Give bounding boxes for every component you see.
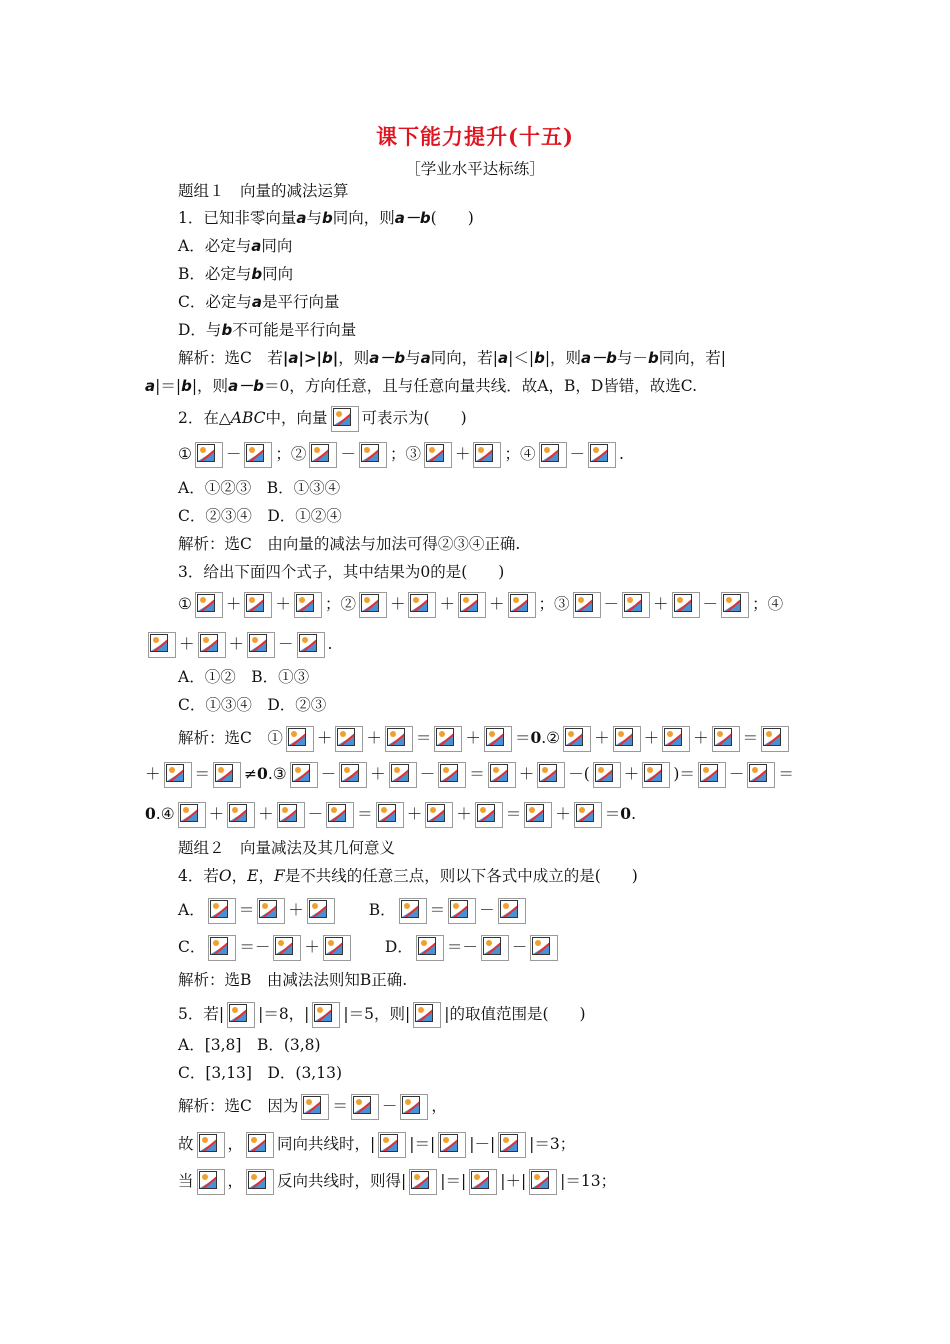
broken-image-icon	[301, 1094, 329, 1120]
q3-stem: 3．给出下面四个式子，其中结果为0的是( )	[178, 563, 505, 581]
broken-image-icon	[530, 935, 558, 961]
q1-option-a: A．必定与a同向	[178, 237, 293, 255]
broken-image-icon	[331, 406, 359, 432]
broken-image-icon	[213, 762, 241, 788]
q5-stem: 5．若| |＝8，| |＝5，则| |的取值范围是( )	[178, 1002, 586, 1028]
q5-options-cd: C．[3,13] D．(3,13)	[178, 1064, 342, 1082]
broken-image-icon	[195, 592, 223, 618]
group2-heading: 题组２ 向量减法及其几何意义	[178, 839, 396, 857]
broken-image-icon	[297, 632, 325, 658]
broken-image-icon	[378, 1132, 406, 1158]
q3-expressions-line2: ＋ ＋ － .	[145, 632, 332, 658]
broken-image-icon	[208, 935, 236, 961]
broken-image-icon	[498, 1132, 526, 1158]
broken-image-icon	[475, 802, 503, 828]
broken-image-icon	[698, 762, 726, 788]
broken-image-icon	[351, 1094, 379, 1120]
broken-image-icon	[481, 935, 509, 961]
broken-image-icon	[208, 898, 236, 924]
broken-image-icon	[498, 898, 526, 924]
section-subtitle: ［学业水平达标练］	[405, 160, 545, 178]
broken-image-icon	[323, 935, 351, 961]
broken-image-icon	[721, 592, 749, 618]
broken-image-icon	[164, 762, 192, 788]
q1-option-b: B．必定与b同向	[178, 265, 294, 283]
q2-expressions: ① － ；② － ；③ ＋ ；④ － .	[178, 442, 624, 468]
broken-image-icon	[438, 762, 466, 788]
broken-image-icon	[469, 1169, 497, 1195]
broken-image-icon	[593, 762, 621, 788]
q2-options-ab: A．①②③ B．①③④	[178, 479, 341, 497]
broken-image-icon	[574, 802, 602, 828]
broken-image-icon	[307, 898, 335, 924]
broken-image-icon	[197, 1169, 225, 1195]
broken-image-icon	[178, 802, 206, 828]
q1-stem: 1．已知非零向量a与b同向，则a－b( )	[178, 209, 474, 227]
broken-image-icon	[290, 762, 318, 788]
broken-image-icon	[473, 442, 501, 468]
q1-option-d: D．与b不可能是平行向量	[178, 321, 357, 339]
broken-image-icon	[438, 1132, 466, 1158]
broken-image-icon	[672, 592, 700, 618]
broken-image-icon	[448, 898, 476, 924]
broken-image-icon	[563, 726, 591, 752]
broken-image-icon	[524, 802, 552, 828]
q3-options-cd: C．①③④ D．②③	[178, 696, 327, 714]
broken-image-icon	[588, 442, 616, 468]
q1-solution-line2: a|＝|b|，则a－b＝0，方向任意，且与任意向量共线．故A，B，D皆错，故选C.	[145, 377, 698, 395]
broken-image-icon	[389, 762, 417, 788]
broken-image-icon	[257, 898, 285, 924]
broken-image-icon	[747, 762, 775, 788]
broken-image-icon	[425, 802, 453, 828]
broken-image-icon	[246, 1169, 274, 1195]
broken-image-icon	[195, 442, 223, 468]
broken-image-icon	[537, 762, 565, 788]
q2-options-cd: C．②③④ D．①②④	[178, 507, 342, 525]
q3-solution-line1: 解析：选C ① ＋ ＋ ＝ ＋ ＝0.② ＋ ＋ ＋ ＝	[178, 726, 792, 752]
q5-solution-line1: 解析：选C 因为 ＝ － ，	[178, 1094, 447, 1120]
broken-image-icon	[662, 726, 690, 752]
broken-image-icon	[273, 935, 301, 961]
broken-image-icon	[244, 442, 272, 468]
broken-image-icon	[539, 442, 567, 468]
broken-image-icon	[712, 726, 740, 752]
q3-solution-line2: ＋ ＝ ≠0.③ － ＋ － ＝ ＋ －( ＋ )＝ － ＝	[145, 762, 794, 788]
broken-image-icon	[413, 1002, 441, 1028]
broken-image-icon	[227, 1002, 255, 1028]
q5-options-ab: A．[3,8] B．(3,8)	[178, 1036, 321, 1054]
broken-image-icon	[434, 726, 462, 752]
q3-options-ab: A．①② B．①③	[178, 668, 310, 686]
q1-solution-line1: 解析：选C 若|a|>|b|，则a－b与a同向，若|a|＜|b|，则a－b与－b同向，若|	[178, 349, 726, 367]
q4-stem: 4．若O，E，F是不共线的任意三点，则以下各式中成立的是( )	[178, 867, 638, 885]
broken-image-icon	[335, 726, 363, 752]
broken-image-icon	[424, 442, 452, 468]
broken-image-icon	[294, 592, 322, 618]
broken-image-icon	[247, 632, 275, 658]
broken-image-icon	[761, 726, 789, 752]
broken-image-icon	[529, 1169, 557, 1195]
broken-image-icon	[246, 1132, 274, 1158]
q4-options-ab: A． ＝ ＋ B． ＝ －	[178, 898, 529, 924]
group1-heading: 题组１ 向量的减法运算	[178, 182, 349, 200]
q1-option-c: C．必定与a是平行向量	[178, 293, 340, 311]
broken-image-icon	[244, 592, 272, 618]
q2-stem: 2．在△ABC中，向量 可表示为( )	[178, 406, 467, 432]
q4-solution: 解析：选B 由减法法则知B正确.	[178, 971, 408, 989]
broken-image-icon	[197, 1132, 225, 1158]
broken-image-icon	[286, 726, 314, 752]
q5-solution-line3: 当 ， 反向共线时，则得| |＝| |＋| |＝13；	[178, 1169, 616, 1195]
broken-image-icon	[408, 592, 436, 618]
q3-solution-line3: 0.④ ＋ ＋ － ＝ ＋ ＋ ＝ ＋ ＝0.	[145, 802, 636, 828]
broken-image-icon	[359, 442, 387, 468]
q2-solution: 解析：选C 由向量的减法与加法可得②③④正确.	[178, 535, 521, 553]
broken-image-icon	[642, 762, 670, 788]
broken-image-icon	[508, 592, 536, 618]
broken-image-icon	[613, 726, 641, 752]
q5-solution-line2: 故 ， 同向共线时，| |＝| |－| |＝3；	[178, 1132, 575, 1158]
broken-image-icon	[573, 592, 601, 618]
q4-options-cd: C． ＝－ ＋ D． ＝－ －	[178, 935, 561, 961]
broken-image-icon	[359, 592, 387, 618]
broken-image-icon	[399, 898, 427, 924]
q3-expressions-line1: ① ＋ ＋ ；② ＋ ＋ ＋ ；③ － ＋ － ；④	[178, 592, 783, 618]
broken-image-icon	[400, 1094, 428, 1120]
broken-image-icon	[416, 935, 444, 961]
broken-image-icon	[484, 726, 512, 752]
broken-image-icon	[312, 1002, 340, 1028]
broken-image-icon	[198, 632, 226, 658]
broken-image-icon	[385, 726, 413, 752]
broken-image-icon	[148, 632, 176, 658]
broken-image-icon	[458, 592, 486, 618]
broken-image-icon	[339, 762, 367, 788]
broken-image-icon	[227, 802, 255, 828]
broken-image-icon	[326, 802, 354, 828]
broken-image-icon	[488, 762, 516, 788]
broken-image-icon	[277, 802, 305, 828]
broken-image-icon	[409, 1169, 437, 1195]
page-title: 课下能力提升(十五)	[376, 124, 574, 149]
broken-image-icon	[622, 592, 650, 618]
broken-image-icon	[309, 442, 337, 468]
broken-image-icon	[376, 802, 404, 828]
